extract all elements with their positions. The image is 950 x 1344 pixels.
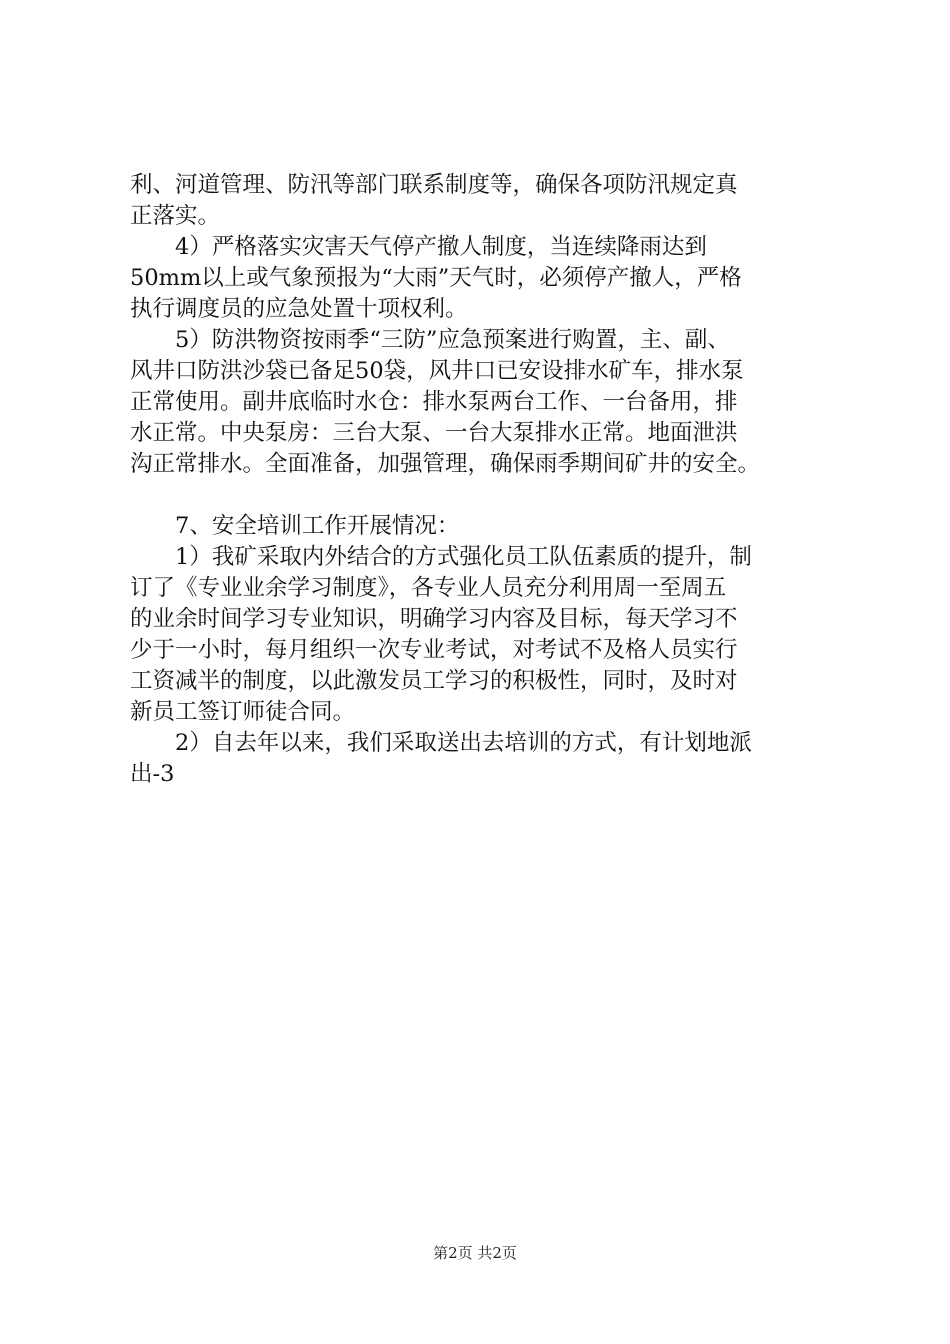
text-line: 少于一小时，每月组织一次专业考试，对考试不及格人员实行: [130, 637, 738, 663]
section-heading: 7、安全培训工作开展情况：: [130, 513, 460, 539]
text-line: 正常使用。副井底临时水仓：排水泵两台工作、一台备用，排: [130, 389, 738, 415]
text-line: 4）严格落实灾害天气停产撤人制度，当连续降雨达到: [130, 234, 707, 260]
text-line: 新员工签订师徒合同。: [130, 699, 356, 725]
text-line: 沟正常排水。全面准备，加强管理，确保雨季期间矿井的安全。: [130, 451, 761, 477]
text-line: 工资减半的制度，以此激发员工学习的积极性，同时，及时对: [130, 668, 738, 694]
document-body: [130, 170, 846, 790]
text-line: 利、河道管理、防汛等部门联系制度等，确保各项防汛规定真: [130, 172, 738, 198]
page-number-footer: 第2页 共2页: [433, 1244, 517, 1262]
text-line: 出-3: [130, 761, 175, 787]
text-line: 50mm以上或气象预报为“大雨”天气时，必须停产撤人，严格: [130, 265, 742, 291]
text-line: 风井口防洪沙袋已备足50袋，风井口已安设排水矿车，排水泵: [130, 358, 744, 384]
text-line: 5）防洪物资按雨季“三防”应急预案进行购置，主、副、: [130, 327, 730, 353]
text-line: 执行调度员的应急处置十项权利。: [130, 296, 468, 322]
text-line: 1）我矿采取内外结合的方式强化员工队伍素质的提升，制: [130, 544, 752, 570]
text-line: 2）自去年以来，我们采取送出去培训的方式，有计划地派: [130, 730, 752, 756]
text-line: 订了《专业业余学习制度》，各专业人员充分利用周一至周五: [130, 575, 727, 601]
text-line: 的业余时间学习专业知识，明确学习内容及目标，每天学习不: [130, 606, 738, 632]
paragraph-gap: [130, 480, 846, 511]
text-line: 正落实。: [130, 203, 221, 229]
text-line: 水正常。中央泵房：三台大泵、一台大泵排水正常。地面泄洪: [130, 420, 738, 446]
